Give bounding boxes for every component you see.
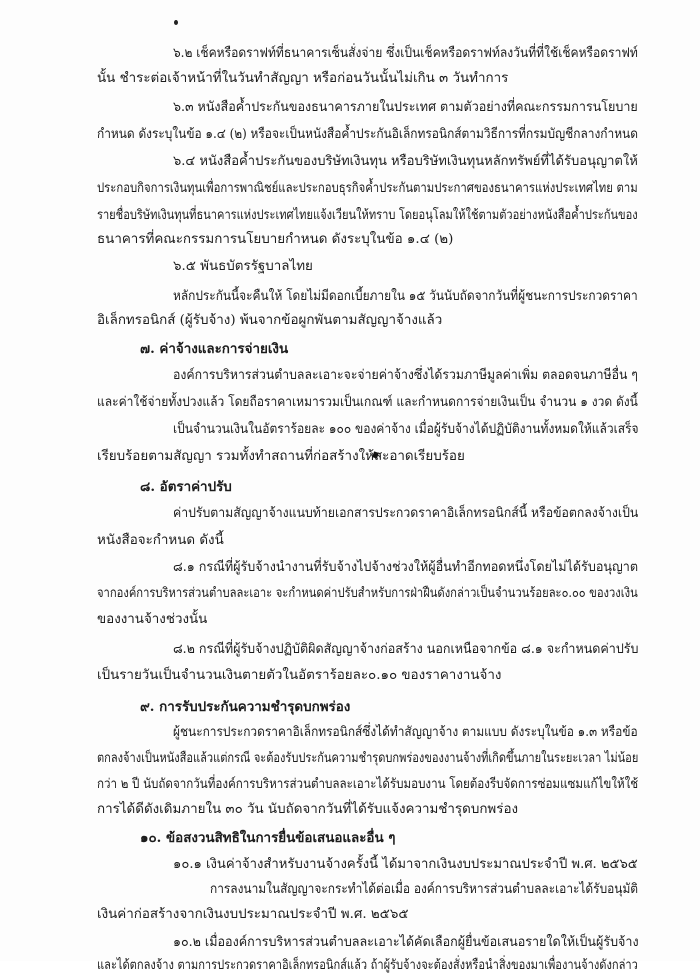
section-heading: ๑๐. ข้อสงวนสิทธิในการยื่นข้อเสนอและอื่น ๆ — [140, 830, 396, 846]
text-line: และค่าใช้จ่ายทั้งปวงแล้ว โดยถือราคาเหมารวมเป็นเกณฑ์ และกำหนดการจ่ายเงินเป็น จำนวน ๑ งวด ดังนี้ — [97, 395, 638, 410]
text-line: รายชื่อบริษัทเงินทุนที่ธนาคารแห่งประเทศไทยแจ้งเวียนให้ทราบ โดยอนุโลมให้ใช้ตามตัวอย่างหนังสือค้ำประกันของ — [97, 208, 638, 223]
text-line: ๘.๑ กรณีที่ผู้รับจ้างนำงานที่รับจ้างไปจ้างช่วงให้ผู้อื่นทำอีกทอดหนึ่งโดยไม่ได้รับอนุญาต — [173, 560, 639, 575]
text-line: การลงนามในสัญญาจะกระทำได้ต่อเมื่อ องค์การบริหารส่วนตำบลละเอาะได้รับอนุมัติ — [210, 882, 639, 897]
text-line: เรียบร้อยตามสัญญา รวมทั้งทำสถานที่ก่อสร้างให้สะอาดเรียบร้อย — [97, 449, 465, 464]
text-line: ธนาคารที่คณะกรรมการนโยบายกำหนด ดังระบุในข้อ ๑.๔ (๒) — [97, 232, 454, 247]
text-line: จากองค์การบริหารส่วนตำบลละเอาะ จะกำหนดค่าปรับสำหรับการฝ่าฝืนดังกล่าวเป็นจำนวนร้อยละ๐.๐๐ ของวงเงิน — [97, 586, 638, 601]
text-line: องค์การบริหารส่วนตำบลละเอาะจะจ่ายค่าจ้างซึ่งได้รวมภาษีมูลค่าเพิ่ม ตลอดจนภาษีอื่น ๆ — [173, 368, 638, 383]
text-line: เป็นจำนวนเงินในอัตราร้อยละ ๑๐๐ ของค่าจ้าง เมื่อผู้รับจ้างได้ปฏิบัติงานทั้งหมดให้แล้วเสร็จ — [173, 422, 639, 437]
text-line: และได้ตกลงจ้าง ตามการประกวดราคาอิเล็กทรอนิกส์แล้ว ถ้าผู้รับจ้างจะต้องสั่งหรือนำสิ่งของมาเพื่องานจ้างดังกล่าว — [97, 958, 638, 973]
section-heading: ๗. ค่าจ้างและการจ่ายเงิน — [140, 341, 289, 357]
text-line: ๘.๒ กรณีที่ผู้รับจ้างปฏิบัติผิดสัญญาจ้างก่อสร้าง นอกเหนือจากข้อ ๘.๑ จะกำหนดค่าปรับ — [173, 642, 639, 657]
text-line: ๖.๒ เช็คหรือดราฟท์ที่ธนาคารเซ็นสั่งจ่าย ซึ่งเป็นเช็คหรือดราฟท์ลงวันที่ที่ใช้เช็คหรือดราฟท์ — [173, 46, 638, 61]
text-line: อิเล็กทรอนิกส์ (ผู้รับจ้าง) พ้นจากข้อผูกพันตามสัญญาจ้างแล้ว — [97, 313, 443, 328]
section-heading: ๙. การรับประกันความชำรุดบกพร่อง — [140, 699, 351, 715]
text-line: กำหนด ดังระบุในข้อ ๑.๔ (๒) หรือจะเป็นหนังสือค้ำประกันอิเล็กทรอนิกส์ตามวิธีการที่กรมบัญชีกลางกำหนด — [97, 127, 638, 142]
section-heading: ๘. อัตราค่าปรับ — [140, 479, 232, 495]
text-line: ประกอบกิจการเงินทุนเพื่อการพาณิชย์และประกอบธุรกิจค้ำประกันตามประกาศของธนาคารแห่งประเทศไทย ตาม — [97, 181, 638, 196]
text-line: ๖.๕ พันธบัตรรัฐบาลไทย — [173, 259, 313, 274]
text-line: เงินค่าก่อสร้างจากเงินงบประมาณประจำปี พ.ศ. ๒๕๖๕ — [97, 907, 409, 922]
text-line: ๖.๔ หนังสือค้ำประกันของบริษัทเงินทุน หรือบริษัทเงินทุนหลักทรัพย์ที่ได้รับอนุญาตให้ — [173, 154, 638, 169]
text-line: ๑๐.๑ เงินค่าจ้างสำหรับงานจ้างครั้งนี้ ได้มาจากเงินงบประมาณประจำปี พ.ศ. ๒๕๖๕ — [173, 857, 638, 872]
text-line: ของงานจ้างช่วงนั้น — [97, 612, 208, 627]
text-line: หลักประกันนี้จะคืนให้ โดยไม่มีดอกเบี้ยภายใน ๑๕ วันนับถัดจากวันที่ผู้ชนะการประกวดราคา — [173, 289, 638, 304]
text-line: การได้ดีดังเดิมภายใน ๓๐ วัน นับถัดจากวันที่ได้รับแจ้งความชำรุดบกพร่อง — [97, 802, 519, 817]
text-line: ค่าปรับตามสัญญาจ้างแนบท้ายเอกสารประกวดราคาอิเล็กทรอนิกส์นี้ หรือข้อตกลงจ้างเป็น — [173, 506, 639, 521]
text-line: นั้น ชำระต่อเจ้าหน้าที่ในวันทำสัญญา หรือก่อนวันนั้นไม่เกิน ๓ วันทำการ — [97, 71, 509, 86]
scan-mark — [174, 20, 178, 25]
text-line: ๖.๓ หนังสือค้ำประกันของธนาคารภายในประเทศ ตามตัวอย่างที่คณะกรรมการนโยบาย — [173, 100, 638, 115]
text-line: กว่า ๒ ปี นับถัดจากวันที่องค์การบริหารส่วนตำบลละเอาะได้รับมอบงาน โดยต้องรีบจัดการซ่อมแซมแก้ไขให้ใช้ — [97, 777, 639, 792]
text-line: ๑๐.๒ เมื่อองค์การบริหารส่วนตำบลละเอาะได้คัดเลือกผู้ยื่นข้อเสนอรายใดให้เป็นผู้รับจ้าง — [173, 935, 639, 950]
text-line: หนังสือจะกำหนด ดังนี้ — [97, 533, 224, 548]
text-line: ตกลงจ้างเป็นหนังสือแล้วแต่กรณี จะต้องรับประกันความชำรุดบกพร่องของงานจ้างที่เกิดขึ้นภายในระยะเวลา ไม่น้อย — [97, 751, 639, 766]
text-line: เป็นรายวันเป็นจำนวนเงินตายตัวในอัตราร้อยละ๐.๑๐ ของราคางานจ้าง — [97, 668, 502, 683]
text-line: ผู้ชนะการประกวดราคาอิเล็กทรอนิกส์ซึ่งได้ทำสัญญาจ้าง ตามแบบ ดังระบุในข้อ ๑.๓ หรือข้อ — [173, 725, 638, 740]
